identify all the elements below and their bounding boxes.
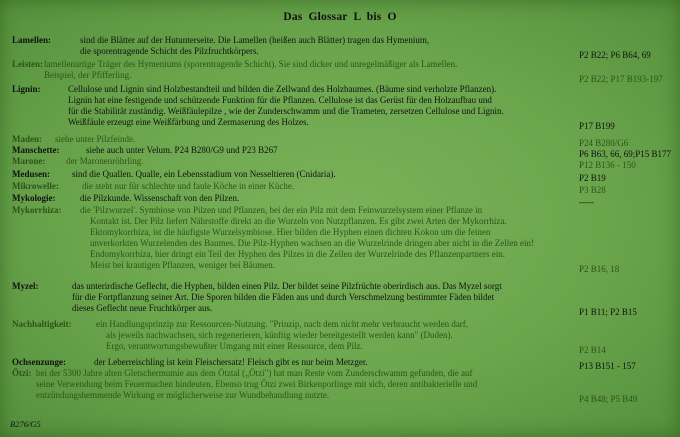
glossary-term: Lignin: [12,84,41,94]
glossary-term: Mykologie: [12,193,56,203]
glossary-definition-line: für die Stabilität zuständig. Weißfäulepilze , wie der Zunderschwamm und die Trameten, zersetzen Cellulose und Lignin. [68,106,504,116]
page-reference: P3 B28 [579,185,606,195]
glossary-term: Mykorrhiza: [12,205,62,215]
glossary-definition-line: Kontakt ist. Der Pilz liefert Nährstoffe direkt an die Wurzeln von Nutzpflanzen. Es gibt zwei Arten der Mykorrhiza. [90,216,507,226]
glossary-definition-line: siehe auch unter Velum. P24 B280/G9 und P23 B267 [86,145,278,155]
glossary-term: Leisten: [12,59,43,69]
glossary-definition-line: die sporentragende Schicht des Pilzfruchtkörpers. [80,46,259,56]
glossary-term: Medusen: [12,169,50,179]
glossary-definition-line: Lignin hat eine festigende und schützende Funktion für die Pflanzen. Cellulose ist das Gerüst für den Holzaufbau und [68,95,492,105]
glossary-term: Marone: [12,156,46,166]
page-reference: P2 B19 [579,173,606,183]
page-reference: P1 B11; P2 B15 [579,307,637,317]
page-reference: P24 B280/G6 [579,138,629,148]
glossary-definition-line: unverkorkten Wurzelenden des Baumes. Die Pilz-Hyphen wachsen an die Wurzelrinde dringen aber nicht in die Zellen ein! [90,238,535,248]
page-reference: P2 B14 [579,345,606,355]
page-reference: P17 B199 [579,121,615,131]
glossary-definition-line: Cellulose und Lignin sind Holzbestandteil und bilden die Zellwand des Holzbaumes. (Bäume sind verholzte Pflanzen). [68,84,497,94]
glossary-term: Mikrowelle: [12,181,59,191]
glossary-definition-line: dieses Geflecht neue Fruchtkörper aus. [72,303,213,313]
glossary-term: Lamellen: [12,35,51,45]
glossary-definition-line: lamellenartige Träger des Hymeniums (sporentragende Schicht). Sie sind dicker und unregelmäßiger als Lamellen. [44,59,458,69]
glossary-definition-line: Meist bei krautigen Pflanzen, weniger bei Bäumen. [90,260,275,270]
glossary-definition-line: Weißfäule erzeugt eine Weißfärbung und Zermaserung des Holzes. [68,117,309,127]
glossary-term: Manschette: [12,145,60,155]
glossary-definition-line: als jeweils nachwachsen, sich regenerieren, künftig wieder bereitgestellt werden kann" (Duden). [106,330,453,340]
page-reference: ----- [579,197,594,207]
glossary-definition-line: das unterirdische Geflecht, die Hyphen, bilden einen Pilz. Der bildet seine Pilzfrüchte oberirdisch aus. Das Myzel sorgt [72,281,502,291]
glossary-definition-line: ein Handlungsprinzip zur Ressourcen-Nutzung. "Prinzip, nach dem nicht mehr verbraucht werden darf, [96,319,469,329]
page-reference: P2 B22; P17 B193-197 [579,74,663,84]
glossary-definition-line: seine Verwendung beim Feuermachen hindeuten. Ebenso trug Ötzi zwei Birkenporlinge mit sich, deren antibakterielle und [36,379,478,389]
page-reference: P2 B22; P6 B64, 69 [579,50,651,60]
glossary-definition-line: entzündungshemmende Wirkung er möglicherweise zur Wundbehandlung nutzte. [36,390,330,400]
page-title: Das Glossar L bis O [283,11,397,23]
glossary-definition-line: Ektomykorrhiza, ist die häufigste Wurzelsymbiose. Hier bilden die Hyphen einen dichten Kokon um die feinen [90,227,491,237]
glossary-definition-line: der Maronenröhrling. [66,156,144,166]
glossary-definition-line: sind die Blätter auf der Hutunterseite. Die Lamellen (heißen auch Blätter) tragen das Hymenium, [80,35,430,45]
page-reference: P4 B48; P5 B49 [579,394,638,404]
page-reference: P12 B136 - 150 [579,160,636,170]
glossary-definition-line: für die Fortpflanzung seiner Art. Die Sporen bilden die Fäden aus und durch Verschmelzung bestimmter Fäden bildet [72,292,494,302]
glossary-definition-line: die 'Pilzwurzel'. Symbiose von Pilzen und Pflanzen, bei der ein Pilz mit dem Feinwurzelsystem einer Pflanze in [80,205,483,215]
page-reference: P2 B16, 18 [579,264,620,274]
page-reference: P6 B63, 66, 69;P15 B177 [579,149,672,159]
glossary-definition-line: Ergo, verantwortungsbewußter Umgang mit einer Ressource, dem Pilz. [106,341,363,351]
glossary-definition-line: die steht nur für schlechte und faule Köche in einer Küche. [82,181,295,191]
glossary-definition-line: Endomykorrhiza, hier dringt ein Teil der Hyphen des Pilzes in die Zellen der Wurzelrinde des Pflanzenpartners ein. [90,249,506,259]
glossary-definition-line: der Leberreischling ist kein Fleischersatz! Fleisch gibt es nur beim Metzger. [94,357,368,367]
glossary-term: Nachhaltigkeit: [12,319,72,329]
glossary-definition-line: die Pilzkunde. Wissenschaft von den Pilzen. [80,193,240,203]
glossary-definition-line: Beispiel, der Pfifferling. [44,70,132,80]
page-reference: P13 B151 - 157 [579,361,636,371]
glossary-definition-line: bei der 5300 Jahre alten Gletschermumie aus dem Ötztal („Ötzi") hat man Reste vom Zunderschwamm gefunden, die auf [36,368,473,378]
glossary-term: Maden: [12,134,42,144]
glossary-term: Myzel: [12,281,39,291]
glossary-term: Ochsenzunge: [12,357,66,367]
glossary-definition-line: sind die Quallen. Qualle, ein Lebensstadium von Nesseltieren (Cnidaria). [72,169,336,179]
page-footer: B276/G5 [10,419,41,429]
glossary-definition-line: siehe unter Pilzfeinde. [55,134,136,144]
glossary-term: Ötzi: [12,368,32,378]
